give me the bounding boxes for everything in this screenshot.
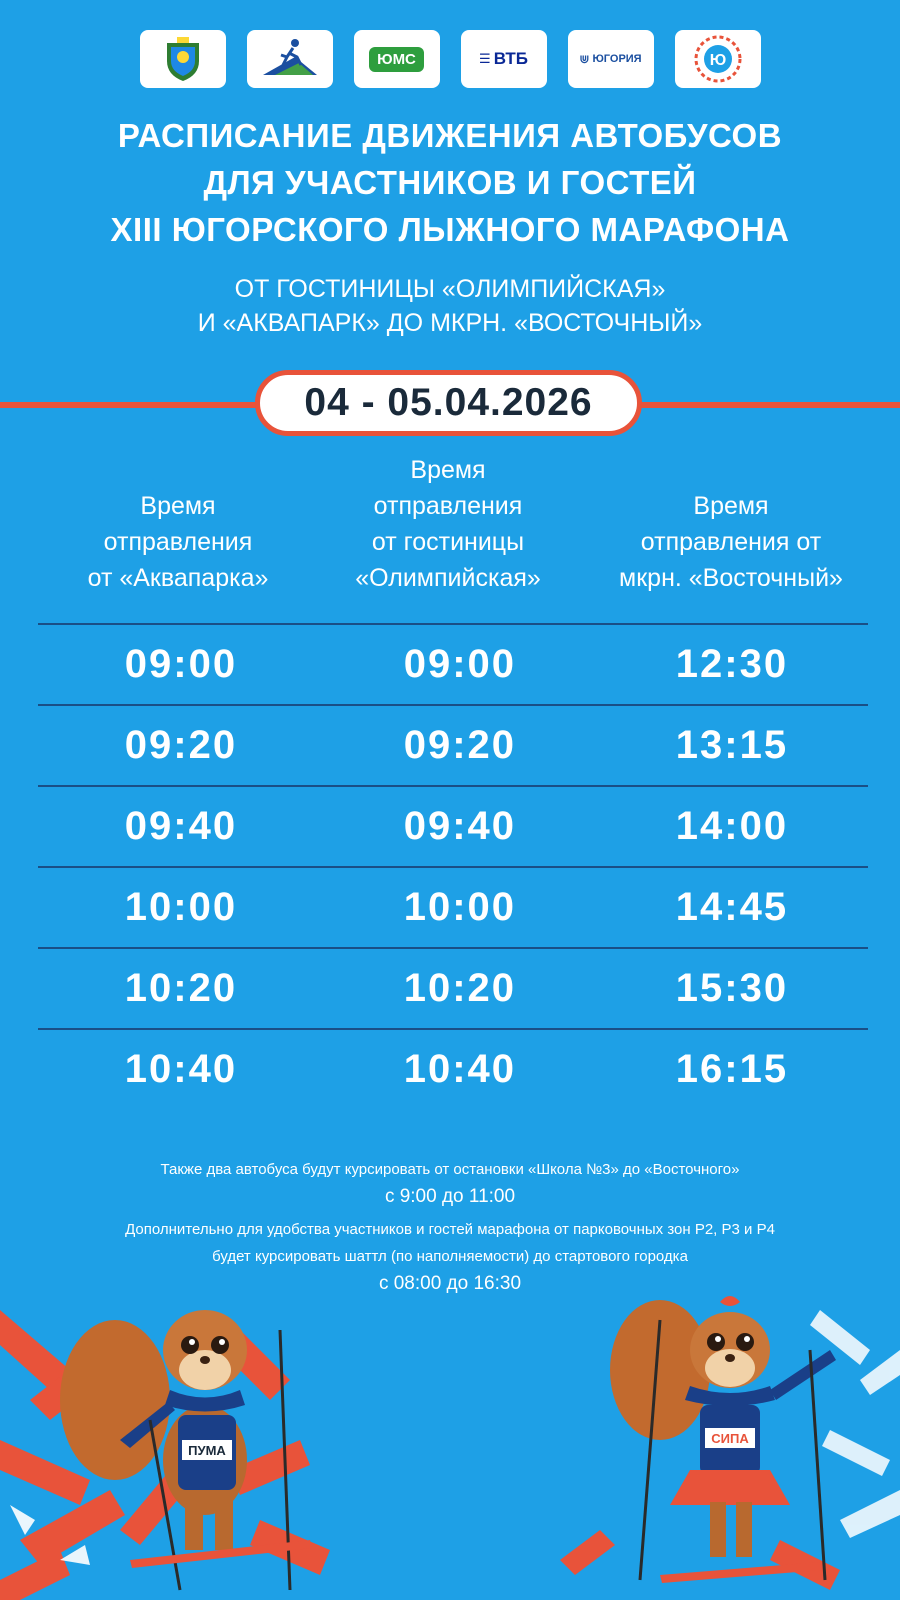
time-olympic: 10:20 [403,966,517,1010]
table-row [38,1028,868,1109]
time-olympic: 10:40 [403,1047,517,1091]
svg-text:Ю: Ю [709,52,726,69]
time-vostochny: 14:00 [675,804,789,848]
table-row [38,704,868,785]
time-vostochny: 13:15 [675,723,789,767]
note-shuttle: Дополнительно для удобства участников и гостей марафона от парковочных зон Р2, Р3 и Р4 [125,1221,775,1238]
sponsor-logos [0,30,900,88]
squirrel-mascot-left [60,1310,312,1590]
table-row [38,785,868,866]
additional-info [0,1156,900,1297]
column-header-vostochny: Время отправления от мкрн. «Восточный» [619,492,843,592]
note-school-bus: Также два автобуса будут курсировать от остановки «Школа №3» до «Восточного» [160,1161,740,1178]
yugoria-logo: ⋓ ЮГОРИЯ [568,30,654,88]
time-vostochny: 15:30 [675,966,789,1010]
yu-emblem-logo [675,30,761,88]
time-vostochny: 14:45 [675,885,789,929]
schedule-table [38,623,868,1109]
squirrel-mascot-right [610,1296,836,1583]
time-olympic: 09:40 [403,804,517,848]
time-aquapark: 09:40 [124,804,238,848]
time-aquapark: 10:00 [124,885,238,929]
time-aquapark: 10:40 [124,1047,238,1091]
time-vostochny: 16:15 [675,1047,789,1091]
time-vostochny: 12:30 [675,642,789,686]
table-row [38,866,868,947]
decorative-pattern-right-orange [560,1530,840,1590]
table-row [38,623,868,704]
page-title: РАСПИСАНИЕ ДВИЖЕНИЯ АВТОБУСОВ ДЛЯ УЧАСТНИКОВ И ГОСТЕЙ XIII ЮГОРСКОГО ЛЫЖНОГО МАРАФОНА [110,117,790,248]
time-aquapark: 09:20 [124,723,238,767]
time-aquapark: 10:20 [124,966,238,1010]
decorative-pattern-right [810,1310,900,1538]
time-olympic: 10:00 [403,885,517,929]
page-subtitle: ОТ ГОСТИНИЦЫ «ОЛИМПИЙСКАЯ» И «АКВАПАРК» ДО МКРН. «ВОСТОЧНЫЙ» [197,275,703,337]
note-shuttle-time: с 08:00 до 16:30 [378,1273,522,1294]
yugoria-mark-icon: ⋓ [579,52,590,66]
column-header-olympic: Время отправления от гостиницы «Олимпийская» [355,456,541,592]
runner-sport-logo [247,30,333,88]
column-header-aquapark: Время отправления от «Аквапарка» [87,492,269,592]
time-aquapark: 09:00 [124,642,238,686]
yums-logo: ЮМС [354,30,440,88]
svg-text:СИПА: СИПА [711,1431,749,1446]
time-olympic: 09:00 [403,642,517,686]
time-olympic: 09:20 [403,723,517,767]
date-badge: 04 - 05.04.2026 [255,370,642,436]
vtb-stripes-icon: ☰ [479,51,491,66]
note-shuttle-destination: будет курсировать шаттл (по наполняемости) до стартового городка [212,1248,688,1265]
khmao-coat-of-arms-logo [140,30,226,88]
mascot-artwork [0,1290,900,1600]
note-school-bus-time: с 9:00 до 11:00 [384,1186,516,1207]
svg-text:ПУМА: ПУМА [188,1443,226,1458]
table-row [38,947,868,1028]
vtb-logo: ☰ ВТБ [461,30,547,88]
